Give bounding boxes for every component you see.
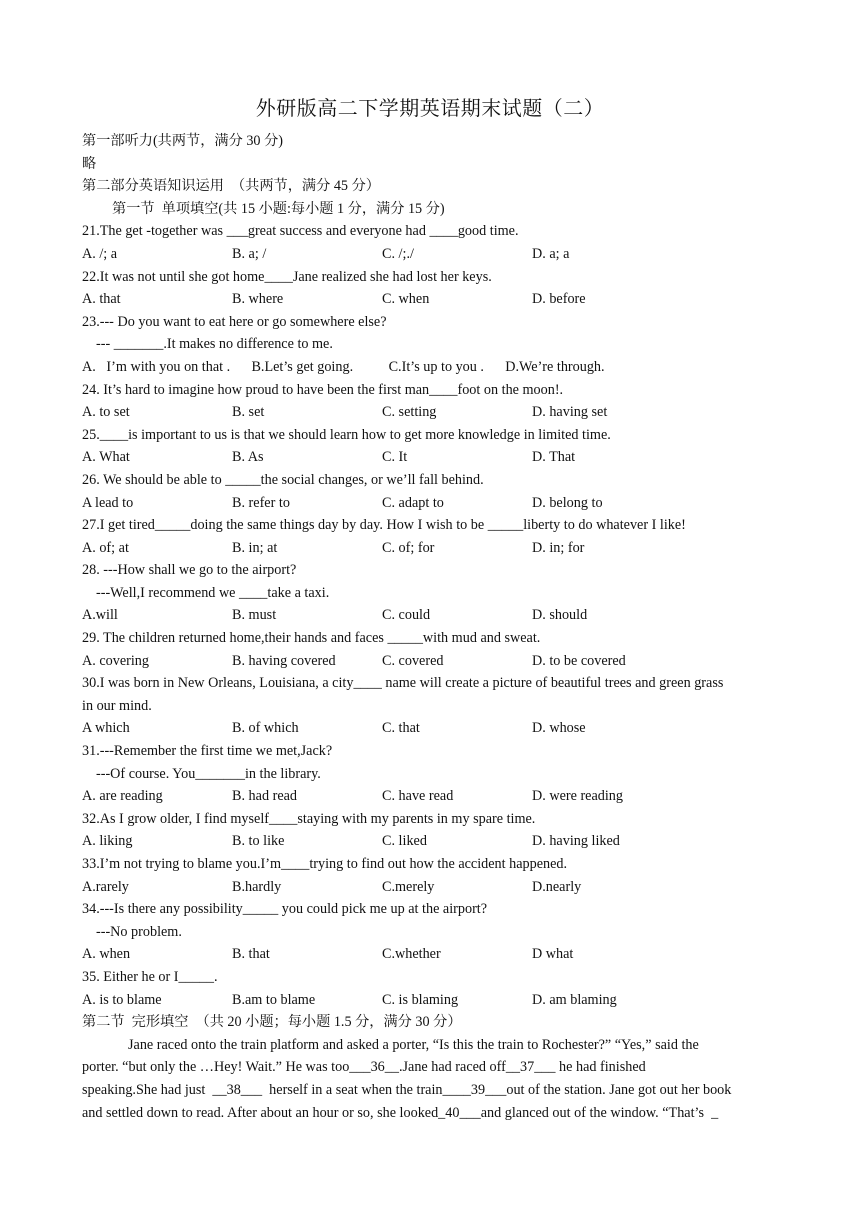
answer-options — [82, 243, 792, 266]
text-line: and settled down to read. After about an hour or so, she looked_40___and glanced out of the window. “That’s _ — [82, 1104, 719, 1121]
option-d: D. having set — [532, 404, 608, 421]
option-a: A. when — [82, 946, 131, 963]
text-line: 33.I’m not trying to blame you.I’m____trying to find out how the accident happened. — [82, 856, 568, 872]
text-line: 34.---Is there any possibility_____ you could pick me up at the airport? — [82, 901, 488, 918]
option-d: D. to be covered — [532, 652, 626, 669]
option-c: C. adapt to — [382, 494, 444, 511]
answer-options — [82, 288, 792, 311]
option-b: B.hardly — [232, 878, 282, 895]
option-a: A.will — [82, 607, 118, 624]
option-d: D what — [532, 946, 574, 963]
option-a: A.rarely — [82, 878, 129, 895]
option-d: D. were reading — [532, 788, 623, 805]
text-line: 第一节 单项填空(共 15 小题:每小题 1 分，满分 15 分) — [112, 200, 445, 217]
text-line: ---Of course. You_______in the library. — [96, 765, 321, 782]
option-a: A. liking — [82, 833, 133, 850]
option-a: A. are reading — [82, 788, 163, 805]
option-a: A which — [82, 720, 130, 737]
text-line: A. I’m with you on that . B.Let’s get going. C.It’s up to you . D.We’re through. — [82, 358, 605, 375]
text-line: speaking.She had just __38___ herself in a seat when the train____39___out of the station. Jane got out her book — [82, 1081, 732, 1098]
text-line: 35. Either he or I_____. — [82, 968, 218, 985]
text-line: porter. “but only the …Hey! Wait.” He was too___36__.Jane had raced off__37___ he had finished — [82, 1059, 646, 1076]
answer-options — [82, 604, 792, 627]
text-line: 第二节 完形填空 （共 20 小题；每小题 1.5 分，满分 30 分） — [82, 1014, 462, 1031]
option-a: A. /; a — [82, 245, 118, 262]
option-d: D. am blaming — [532, 991, 617, 1008]
text-line: 27.I get tired_____doing the same things day by day. How I wish to be _____liberty to do whatever I like! — [82, 517, 686, 534]
text-line: 32.As I grow older, I find myself____staying with my parents in my spare time. — [82, 810, 536, 827]
option-c: C.whether — [382, 946, 441, 963]
option-d: D. a; a — [532, 245, 570, 262]
option-b: B. in; at — [232, 539, 278, 556]
answer-options — [82, 650, 792, 673]
option-d: D. in; for — [532, 539, 585, 556]
option-a: A. What — [82, 449, 130, 466]
option-d: D. before — [532, 291, 586, 308]
answer-options — [82, 717, 792, 740]
exam-title: 外研版高二下学期英语期末试题（二） — [255, 98, 605, 120]
option-a: A. of; at — [82, 539, 129, 556]
option-d: D. belong to — [532, 494, 603, 511]
option-a: A. covering — [82, 652, 149, 669]
option-c: C. liked — [382, 833, 427, 850]
option-c: C. setting — [382, 404, 437, 421]
text-line: ---Well,I recommend we ____take a taxi. — [96, 584, 330, 601]
option-a: A lead to — [82, 494, 134, 511]
text-line: 略 — [82, 155, 97, 172]
text-line: 28. ---How shall we go to the airport? — [82, 562, 297, 579]
text-line: 23.--- Do you want to eat here or go somewhere else? — [82, 313, 387, 330]
text-line: 25.____is important to us is that we should learn how to get more knowledge in limited time. — [82, 426, 611, 443]
text-line: 第一部听力(共两节，满分 30 分) — [82, 133, 283, 149]
answer-options — [82, 785, 792, 808]
option-b: B. refer to — [232, 494, 290, 511]
text-line: 31.---Remember the first time we met,Jack? — [82, 743, 333, 760]
option-c: C. /;./ — [382, 245, 414, 262]
option-b: B. to like — [232, 833, 285, 850]
answer-options — [82, 989, 792, 1012]
option-a: A. to set — [82, 404, 130, 421]
text-line: --- _______.It makes no difference to me. — [96, 336, 333, 353]
option-b: B. must — [232, 607, 277, 624]
option-c: C. that — [382, 720, 420, 737]
answer-options — [82, 876, 792, 899]
answer-options — [82, 537, 792, 560]
answer-options — [82, 446, 792, 469]
answer-options — [82, 492, 792, 515]
text-line: 26. We should be able to _____the social changes, or we’ll fall behind. — [82, 471, 484, 488]
option-c: C. is blaming — [382, 991, 459, 1008]
option-b: B. a; / — [232, 245, 267, 262]
text-line: 21.The get -together was ___great success and everyone had ____good time. — [82, 223, 519, 240]
text-line: 30.I was born in New Orleans, Louisiana, a city____ name will create a picture of beautiful trees and green grass — [82, 675, 724, 692]
option-c: C. when — [382, 291, 430, 308]
option-c: C. covered — [382, 652, 444, 669]
exam-body — [82, 130, 792, 1124]
option-b: B.am to blame — [232, 991, 316, 1008]
option-d: D.nearly — [532, 878, 582, 895]
option-c: C. of; for — [382, 539, 435, 556]
option-b: B. of which — [232, 720, 299, 737]
option-d: D. having liked — [532, 833, 620, 850]
option-d: D. should — [532, 607, 588, 624]
option-c: C. have read — [382, 788, 454, 805]
option-c: C.merely — [382, 878, 435, 895]
text-line: in our mind. — [82, 697, 152, 714]
option-b: B. As — [232, 449, 264, 466]
option-c: C. It — [382, 449, 408, 466]
text-line: 22.It was not until she got home____Jane realized she had lost her keys. — [82, 268, 492, 285]
option-c: C. could — [382, 607, 431, 624]
option-b: B. where — [232, 291, 284, 308]
option-b: B. set — [232, 404, 265, 421]
option-b: B. having covered — [232, 652, 336, 669]
answer-options — [82, 943, 792, 966]
text-line: 第二部分英语知识运用 （共两节，满分 45 分） — [82, 178, 380, 195]
option-b: B. that — [232, 946, 270, 963]
text-line: Jane raced onto the train platform and asked a porter, “Is this the train to Rochester?” “Yes,” said the — [128, 1036, 699, 1053]
option-d: D. That — [532, 449, 576, 466]
answer-options — [82, 830, 792, 853]
option-a: A. is to blame — [82, 991, 162, 1008]
text-line: 29. The children returned home,their hands and faces _____with mud and sweat. — [82, 630, 541, 647]
option-d: D. whose — [532, 720, 586, 737]
text-line: ---No problem. — [96, 923, 182, 940]
text-line: 24. It’s hard to imagine how proud to have been the first man____foot on the moon!. — [82, 381, 564, 398]
option-b: B. had read — [232, 788, 298, 805]
answer-options — [82, 401, 792, 424]
option-a: A. that — [82, 291, 121, 308]
